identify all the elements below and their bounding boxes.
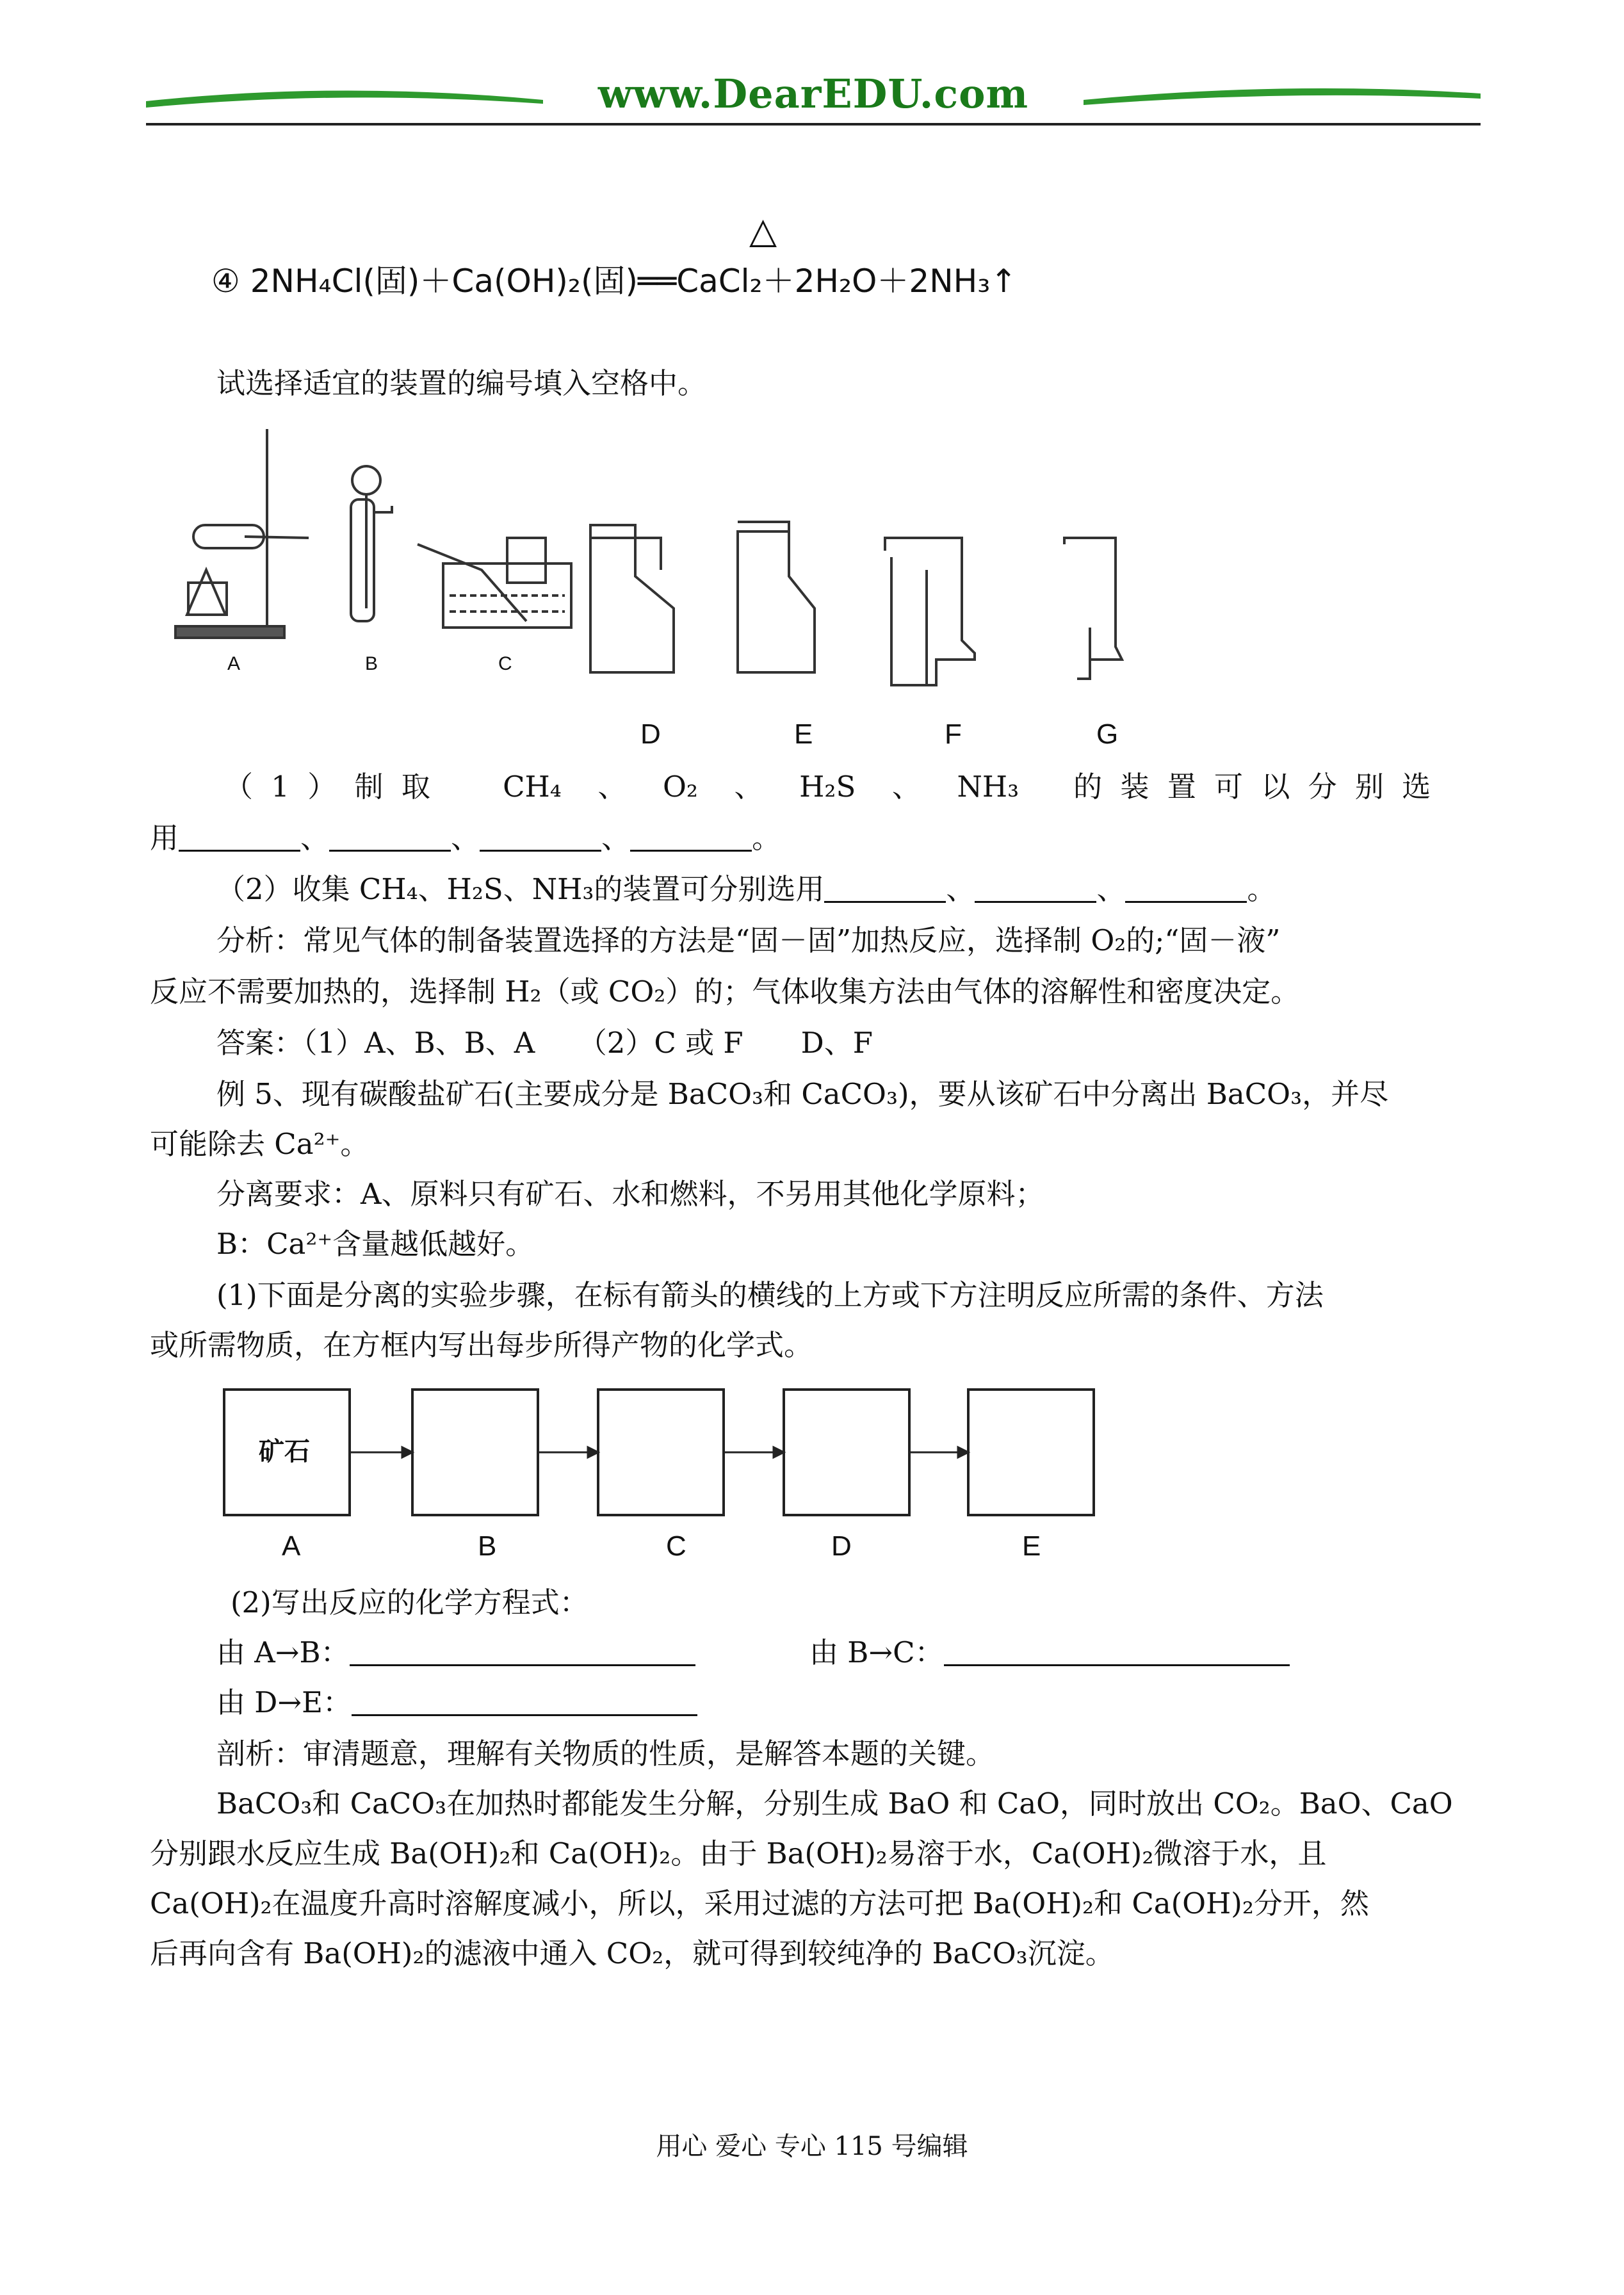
dissection-line-1: 剖析：审清题意，理解有关物质的性质，是解答本题的关键。 — [216, 1737, 995, 1771]
apparatus-label-g: G — [1096, 718, 1119, 750]
answer-blank[interactable] — [630, 824, 752, 852]
instruction-text: 试选择适宜的装置的编号填入空格中。 — [216, 366, 707, 400]
header-rule — [146, 123, 1481, 126]
equation-ab: 由 A→B： — [216, 1628, 695, 1678]
flow-box-b[interactable] — [412, 1390, 538, 1515]
apparatus-label-e: E — [794, 718, 813, 750]
page-footer: 用心 爱心 专心 115 号编辑 — [656, 2132, 968, 2161]
answer-blank[interactable] — [179, 824, 300, 852]
flow-box-c[interactable] — [598, 1390, 724, 1515]
flow-label-e: E — [1022, 1530, 1041, 1562]
example5-line-2: 可能除去 Ca²⁺。 — [150, 1127, 369, 1161]
apparatus-b-icon — [351, 466, 392, 621]
answer-blank[interactable] — [352, 1689, 697, 1716]
heating-triangle: △ — [749, 210, 777, 252]
answer-line: 答案：（1）A、B、B、A （2）C 或 F D、F — [216, 1026, 873, 1060]
step1-line-1: (1)下面是分离的实验步骤，在标有箭头的横线的上方或下方注明反应所需的条件、方法 — [216, 1278, 1324, 1312]
equation-text: 2NH₄Cl(固)＋Ca(OH)₂(固)══CaCl₂＋2H₂O＋2NH₃↑ — [250, 263, 1018, 300]
apparatus-d-icon — [590, 525, 674, 672]
apparatus-label-c: C — [498, 653, 512, 674]
apparatus-label-a: A — [227, 653, 241, 674]
analysis-line-2: 反应不需要加热的，选择制 H₂（或 CO₂）的；气体收集方法由气体的溶解性和密度决定。 — [150, 975, 1300, 1009]
step1-line-2: 或所需物质，在方框内写出每步所得产物的化学式。 — [150, 1328, 813, 1362]
answer-blank[interactable] — [480, 824, 601, 852]
answer-blank[interactable] — [944, 1639, 1290, 1666]
flow-label-c: C — [666, 1530, 686, 1562]
q1-line: （ 1 ） 制 取 CH₄ 、 O₂ 、 H₂S 、 NH₃ 的 装 置 可 以 分 别 选 — [224, 770, 1431, 804]
dissection-line-2: BaCO₃和 CaCO₃在加热时都能发生分解，分别生成 BaO 和 CaO，同时放出 CO₂。BaO、CaO — [216, 1787, 1453, 1821]
answer-blank[interactable] — [350, 1639, 695, 1666]
flow-label-b: B — [478, 1530, 497, 1562]
answer-blank[interactable] — [824, 875, 946, 903]
flow-label-a: A — [282, 1530, 301, 1562]
flow-box-a-content: 矿石 — [259, 1437, 310, 1466]
apparatus-g-icon — [1064, 538, 1122, 679]
equation-bc: 由 B→C： — [809, 1628, 1290, 1678]
analysis-line-1: 分析：常见气体的制备装置选择的方法是“固－固”加热反应，选择制 O₂的;“固－液” — [216, 923, 1281, 957]
apparatus-e-icon — [738, 522, 815, 672]
apparatus-label-f: F — [945, 718, 962, 750]
equation-line — [211, 256, 1017, 306]
site-url[interactable]: www.DearEDU.com — [597, 70, 1029, 117]
flow-label-d: D — [831, 1530, 852, 1562]
apparatus-f-icon — [885, 538, 975, 685]
dissection-line-3: 分别跟水反应生成 Ba(OH)₂和 Ca(OH)₂。由于 Ba(OH)₂易溶于水，Ca(OH)₂微溶于水，且 — [150, 1837, 1327, 1870]
flow-box-d[interactable] — [784, 1390, 909, 1515]
equation-de: 由 D→E： — [216, 1678, 697, 1728]
equation-marker: ④ — [211, 263, 240, 300]
q2-line: （2）收集 CH₄、H₂S、NH₃的装置可分别选用 、 、 。 — [216, 872, 1276, 906]
flow-box-e[interactable] — [968, 1390, 1094, 1515]
site-header — [146, 68, 1481, 126]
apparatus-c-icon — [418, 538, 571, 628]
answer-blank[interactable] — [975, 875, 1096, 903]
answer-blank[interactable] — [1125, 875, 1247, 903]
step2-title: (2)写出反应的化学方程式： — [231, 1585, 589, 1619]
apparatus-figure — [149, 416, 1160, 692]
apparatus-a-icon — [175, 429, 309, 638]
dissection-line-5: 后再向含有 Ba(OH)₂的滤液中通入 CO₂，就可得到较纯净的 BaCO₃沉淀。 — [150, 1936, 1114, 1970]
example5-line-1: 例 5、现有碳酸盐矿石(主要成分是 BaCO₃和 CaCO₃)，要从该矿石中分离出 BaCO₃，并尽 — [216, 1077, 1389, 1111]
apparatus-label-b: B — [365, 653, 378, 674]
requirement-a: 分离要求：A、原料只有矿石、水和燃料，不另用其他化学原料； — [216, 1177, 1044, 1211]
requirement-b: B：Ca²⁺含量越低越好。 — [216, 1227, 535, 1261]
answer-blank[interactable] — [329, 824, 451, 852]
dissection-line-4: Ca(OH)₂在温度升高时溶解度减小，所以，采用过滤的方法可把 Ba(OH)₂和 Ca(OH)₂分开，然 — [150, 1886, 1369, 1920]
q1-blanks: 用 、 、 、 。 — [150, 821, 781, 855]
apparatus-label-d: D — [640, 718, 661, 750]
